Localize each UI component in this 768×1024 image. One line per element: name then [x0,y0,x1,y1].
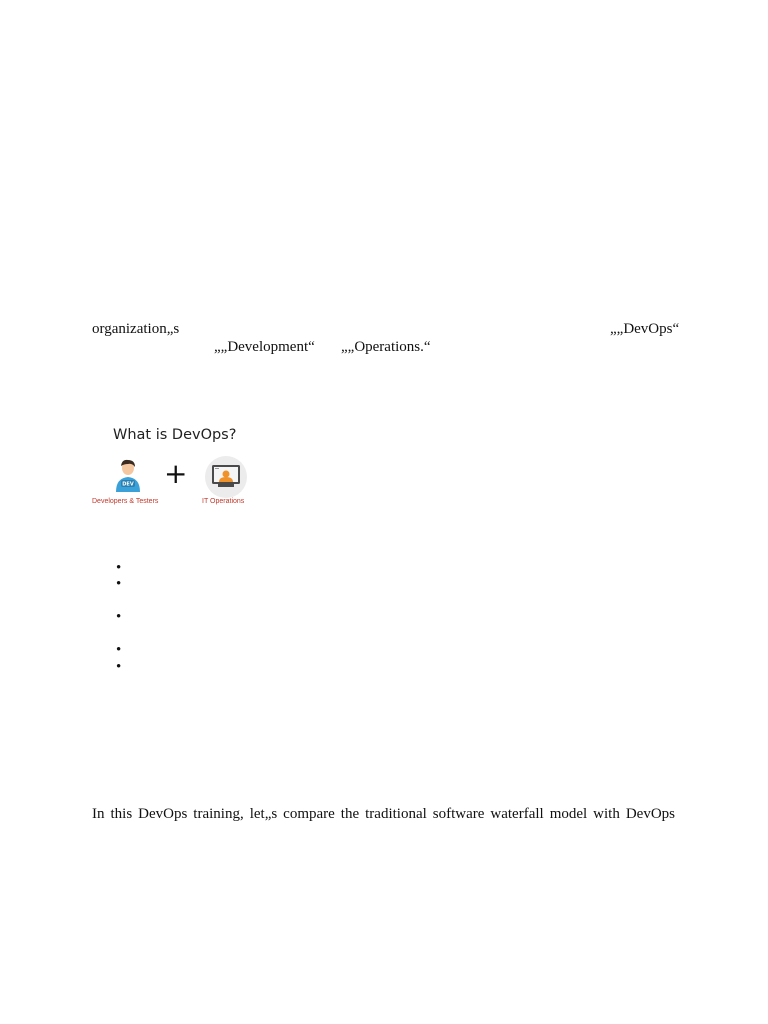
list-item [116,575,124,593]
paragraph-word-development: „„Development“ [214,339,315,355]
it-operations-label: IT Operations [202,498,245,505]
list-item [116,658,124,676]
paragraph-word-devops: „„DevOps“ [610,321,680,337]
list-item [116,608,124,626]
it-operations-monitor-icon [202,455,250,499]
paragraph-word-organizations: organization„s [92,321,180,337]
plus-symbol: + [164,457,188,490]
developers-testers-label: Developers & Testers [92,498,159,505]
developer-badge-text: DEV [122,481,134,488]
closing-paragraph: In this DevOps training, let„s compare the traditional software waterfall model with DevOps [92,806,675,822]
developer-person-icon [112,458,144,494]
what-is-devops-figure [92,424,254,516]
figure-title: What is DevOps? [113,427,237,443]
paragraph-word-operations: „„Operations.“ [341,339,431,355]
list-item [116,641,124,659]
